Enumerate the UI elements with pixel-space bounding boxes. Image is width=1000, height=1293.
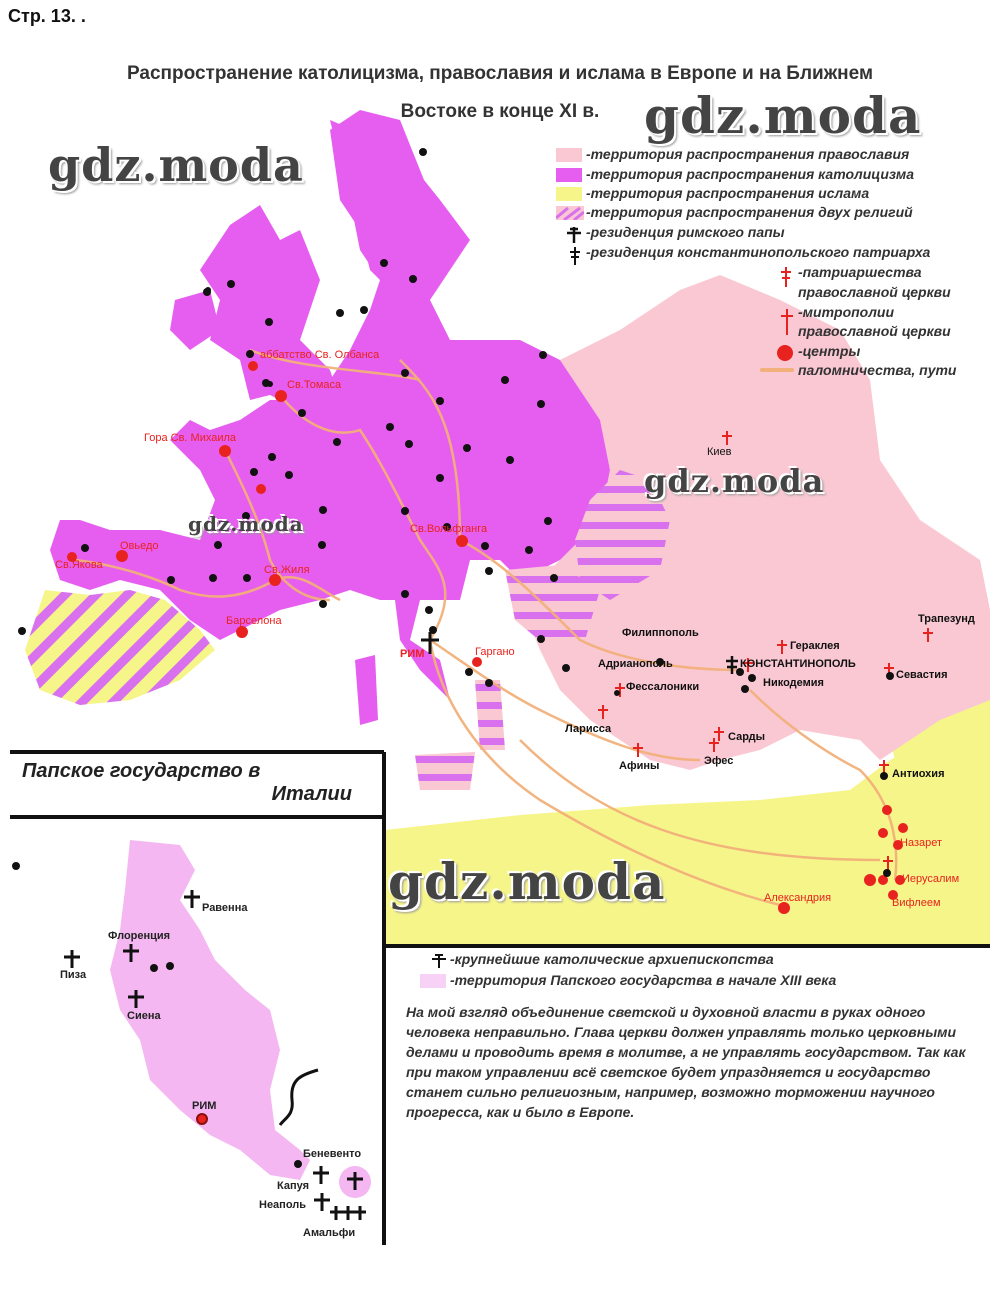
legend-centers: -центры [798,343,861,359]
title-line-1: Распространение католицизма, православия и ислама в Европе и на Ближнем [126,63,874,84]
label-trebizond: Трапезунд [918,613,975,625]
legend-metropolies-2: православной церкви [798,323,951,339]
label-rome: РИМ [400,648,425,660]
watermark-4: gdz.moda [188,512,304,536]
watermark-2: gdz.moda [644,86,922,145]
label-nicomedia: Никодемия [763,677,824,689]
swatch-papal-state [420,974,446,988]
patriarch-cross-icon [568,246,582,266]
label-sardis: Сарды [728,731,766,743]
center-dot-icon [777,345,793,361]
patriarchate-cross-icon [779,266,793,288]
label-jerusalem: Иерусалим [902,873,960,885]
watermark-1: gdz.moda [48,138,304,192]
metropoly-cross-icon [780,308,794,336]
essay-answer: На мой взгляд объединение светской и духовной власти в руках одного человека неправильно. Глава церкви должен управлять только церковными делами и проводить время в молитве, а не управлять государством. Так как при таком управлении всё светское будет упраздняется и государство станет сильно религиозным, например, возможно торможении научного прогресса, как и было в Европе. [406,1004,966,1120]
inset-title-line-1: Папское государство в [22,760,261,782]
route-line-icon [760,368,794,372]
label-mont-st-michel: Гора Св. Михаила [144,432,237,444]
label-ephesus: Эфес [704,755,734,767]
inset-title-line-2: Италии [271,783,352,805]
watermark-3: gdz.moda [644,462,825,500]
inset-label-pisa: Пиза [60,969,87,981]
label-sebastia: Севастия [896,669,948,681]
label-kiev: Киев [707,446,732,458]
legend-pope: -резиденция римского папы [586,224,785,240]
label-st-james: Св.Якова [55,559,103,571]
label-athens: Афины [619,760,660,772]
legend-routes: паломничества, пути [798,362,957,378]
legend-papal-state: -территория Папского государства в начале XIII века [450,972,837,988]
legend-archbishoprics: -крупнейшие католические архиепископства [450,951,774,967]
pope-cross-icon [565,226,583,244]
label-thessalonica: Фессалоники [626,681,700,693]
inset-label-naples: Неаполь [259,1199,307,1211]
inset-label-ravenna: Равенна [202,902,248,914]
legend-orthodox: -территория распространения православия [586,146,910,162]
label-philippopolis: Филиппополь [622,627,699,639]
inset-rome-marker [197,1114,207,1124]
inset-label-rome: РИМ [192,1100,217,1112]
legend-patriarchates-1: -патриаршества [798,264,922,280]
swatch-catholic [556,168,582,182]
legend-metropolies-1: -митрополии [798,304,895,320]
inset-label-florence: Флоренция [108,930,171,942]
page-number: Стр. 13. . [8,6,86,26]
label-gargano: Гаргано [475,646,515,658]
legend-catholic: -территория распространения католицизма [586,166,914,182]
inset-title [22,760,362,806]
swatch-islam [556,187,582,201]
label-nazareth: Назарет [900,837,943,849]
coastline-inset [280,1070,318,1125]
legend-patriarch: -резиденция константинопольского патриарха [586,244,931,260]
label-larissa: Ларисса [565,723,612,735]
label-constantinople: КОНСТАНТИНОПОЛЬ [740,658,856,670]
label-alexandria: Александрия [764,892,832,904]
swatch-orthodox [556,148,582,162]
swatch-two-religions [556,206,584,220]
inset-label-capua: Капуя [277,1180,310,1192]
inset-label-benevento: Беневенто [303,1148,362,1160]
label-st-thomas: Св.Томаса [287,379,342,391]
inset-label-amalfi: Амальфи [303,1227,356,1239]
label-heraclea: Гераклея [790,640,840,652]
archbishopric-cross-icon [430,953,448,969]
legend-two-religions: -территория распространения двух религий [586,204,913,220]
legend-islam: -территория распространения ислама [586,185,870,201]
label-antioch: Антиохия [892,768,945,780]
two-religions-south-italy [475,680,505,750]
label-st-wolfgang: Св.Вольфганга [410,523,488,535]
label-bethlehem: Вифлеем [892,897,941,909]
two-religions-sicily [415,752,475,790]
title-line-2: Востоке в конце XI в. [400,101,600,122]
label-st-albans: аббатство Св. Олбанса [260,349,380,361]
label-adrianople: Адрианополь [598,658,673,670]
legend-patriarchates-2: православной церкви [798,284,951,300]
watermark-5: gdz.moda [388,852,666,911]
label-barcelona: Барселона [226,615,282,627]
label-oviedo: Овьедо [120,540,159,552]
label-st-gilles: Св.Жиля [264,564,310,576]
inset-label-siena: Сиена [127,1010,161,1022]
